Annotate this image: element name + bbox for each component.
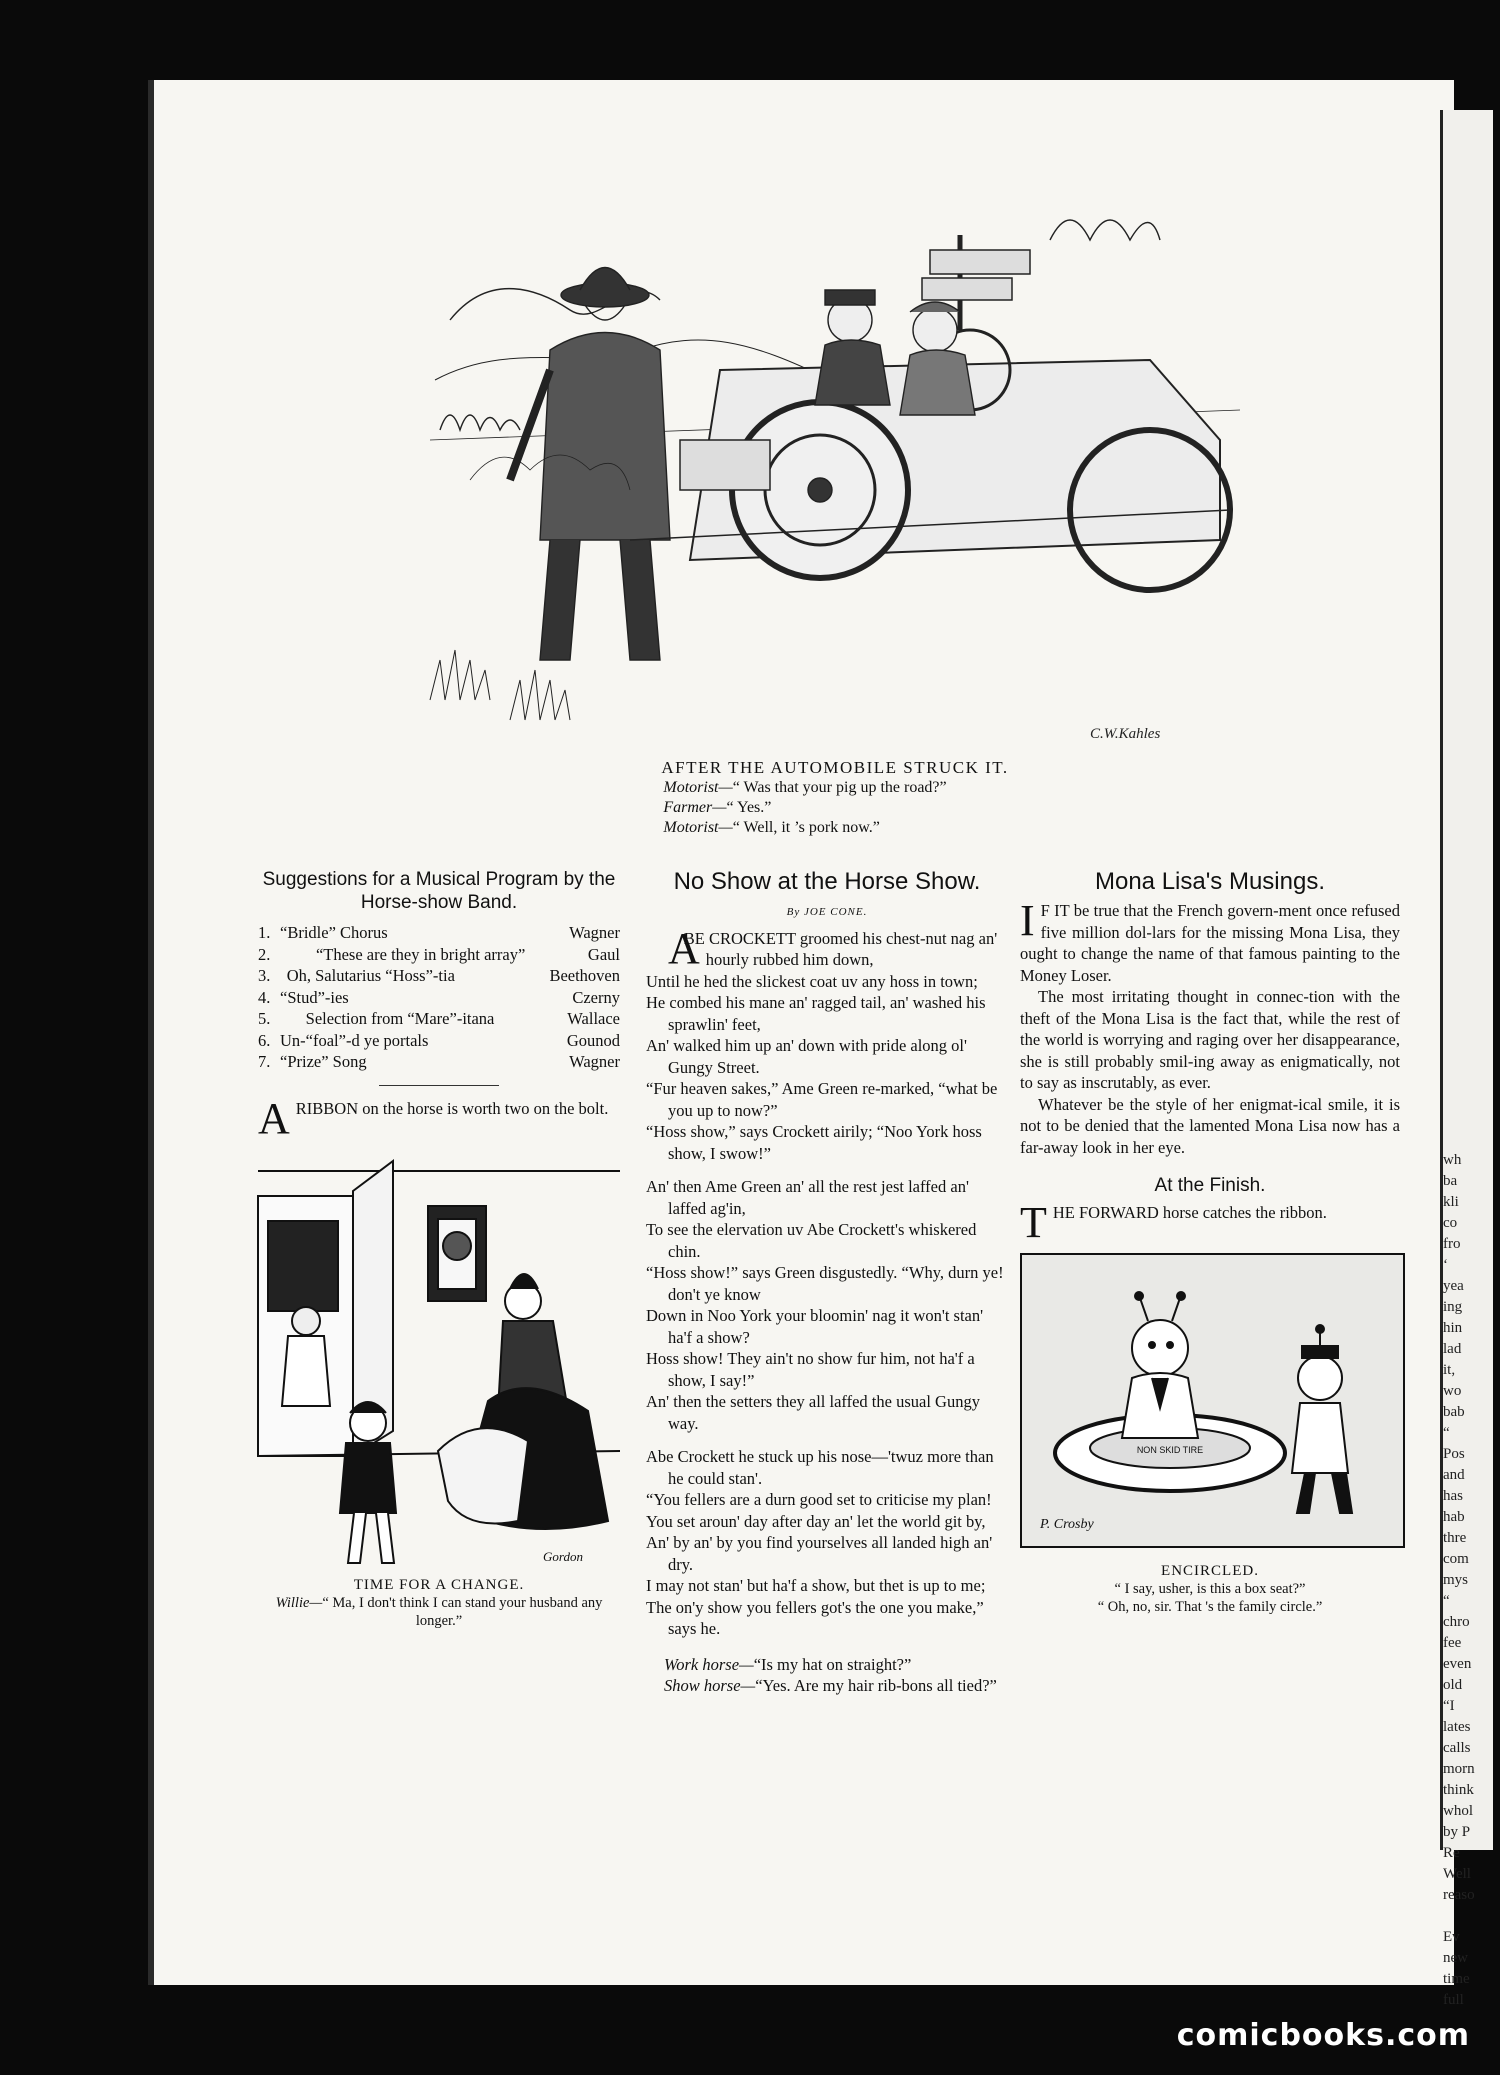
- column-left: [258, 868, 620, 1630]
- poem-line: An' by an' by you find yourselves all landed high an' dry.: [646, 1533, 993, 1574]
- adjacent-page-edge: [1440, 110, 1493, 2008]
- horse-dialogue: [646, 1654, 1008, 1697]
- edge-text-fragment: com: [1443, 1551, 1469, 1567]
- edge-text-fragment: Pos: [1443, 1446, 1465, 1462]
- program-item: 7. “Prize” Song Wagner: [258, 1052, 620, 1071]
- edge-text-fragment: even: [1443, 1656, 1472, 1672]
- edge-text-fragment: lates: [1443, 1719, 1471, 1735]
- drop-cap: A: [258, 1093, 290, 1143]
- poem-line: He combed his mane an' ragged tail, an' washed his sprawlin' feet,: [646, 993, 986, 1034]
- left-cartoon-title: TIME FOR A CHANGE.: [353, 1577, 525, 1593]
- edge-text-fragment: bab: [1443, 1404, 1465, 1420]
- ribbon-joke: ARIBBON on the horse is worth two on the bolt.: [258, 1093, 609, 1143]
- column-right: [1020, 868, 1400, 1616]
- program-list: [258, 922, 620, 1073]
- top-cartoon-signature: C.W.Kahles: [1090, 726, 1161, 742]
- edge-text-fragment: kli: [1443, 1194, 1459, 1210]
- time-for-a-change-caption: TIME FOR A CHANGE. Willie—“ Ma, I don't think I can stand your husband any longer.”: [258, 1576, 620, 1630]
- program-item: 6. Un-“foal”-d ye portals Gounod: [258, 1030, 620, 1050]
- poem-line: An' then the setters they all laffed the usual Gungy way.: [646, 1392, 980, 1433]
- program-item: 2. “These are they in bright array” Gaul: [258, 944, 620, 964]
- caption-line: “ Oh, no, sir. That 's the family circle.”: [1097, 1598, 1323, 1615]
- edge-text-fragment: wo: [1443, 1383, 1462, 1399]
- edge-text-fragment: fro: [1443, 1236, 1461, 1252]
- poem-line: “Fur heaven sakes,” Ame Green re-marked, “what be you up to now?”: [646, 1079, 998, 1120]
- edge-text-fragment: ‘: [1443, 1257, 1448, 1273]
- finish-title: At the Finish.: [1154, 1175, 1266, 1196]
- caption-line: Motorist—“ Well, it ’s pork now.”: [663, 819, 880, 836]
- program-item: 1. “Bridle” Chorus Wagner: [258, 923, 620, 942]
- automobile-cartoon-caption: [430, 758, 1240, 838]
- edge-text-fragment: think: [1443, 1782, 1474, 1798]
- mona-title: Mona Lisa's Musings.: [1094, 868, 1325, 895]
- edge-text-fragment: “I: [1443, 1698, 1455, 1714]
- poem-byline: By JOE CONE.: [786, 906, 868, 918]
- encircled-caption: [1020, 1562, 1400, 1616]
- left-cartoon-signature: Gordon: [543, 1548, 583, 1564]
- stanza: [646, 1446, 1008, 1640]
- edge-text-fragment: Well: [1443, 1866, 1471, 1882]
- edge-text-fragment: lad: [1443, 1341, 1462, 1357]
- stanza: [646, 1176, 1008, 1434]
- edge-text-fragment: has: [1443, 1488, 1463, 1504]
- poem-line: “Hoss show,” says Crockett airily; “Noo York hoss show, I swow!”: [646, 1122, 982, 1163]
- edge-text-fragment: hab: [1443, 1509, 1465, 1525]
- edge-text-fragment: new: [1443, 1950, 1468, 1966]
- edge-text-fragment: thre: [1443, 1530, 1467, 1546]
- time-for-a-change-cartoon: [258, 1151, 620, 1571]
- edge-text-fragment: wh: [1443, 1152, 1462, 1168]
- edge-text-fragment: ba: [1443, 1173, 1458, 1189]
- poem-line: Abe Crockett he stuck up his nose—'twuz more than he could stan'.: [646, 1447, 994, 1488]
- edge-text-fragment: old: [1443, 1677, 1463, 1693]
- mona-paragraph: I F IT be true that the French govern-ment once refused five million dol-lars for the missing Mona Lisa, they ought to change the name of that famous painting to the Money Loser.: [1020, 896, 1400, 985]
- edge-text-fragment: by P: [1443, 1824, 1471, 1840]
- dialogue-line: Work horse—“Is my hat on straight?”: [664, 1654, 912, 1674]
- poem-line: To see the elervation uv Abe Crockett's whiskered chin.: [646, 1220, 977, 1261]
- poem-title: No Show at the Horse Show.: [673, 868, 981, 895]
- edge-text-fragment: full: [1443, 1992, 1464, 2008]
- caption-line: Motorist—“ Was that your pig up the road?”: [663, 779, 947, 796]
- tire-label: NON SKID TIRE: [1136, 1445, 1204, 1455]
- right-cartoon-signature: P. Crosby: [1040, 1517, 1094, 1532]
- poem-line: An' then Ame Green an' all the rest jest laffed an' laffed ag'in,: [646, 1177, 969, 1218]
- poem-line: Until he hed the slickest coat uv any hoss in town;: [646, 971, 978, 991]
- mona-paragraph: Whatever be the style of her enigmat-ical smile, it is not to be denied that the lamented Mona Lisa now has a far-away look in her eye.: [1020, 1094, 1400, 1157]
- edge-text-fragment: yea: [1443, 1278, 1464, 1294]
- poem-line: You set aroun' day after day an' let the world git by,: [646, 1511, 986, 1531]
- poem-line: A BE CROCKETT groomed his chest-nut nag an' hourly rubbed him down,: [668, 923, 998, 973]
- program-item: 3. Oh, Salutarius “Hoss”-tia Beethoven: [258, 966, 620, 985]
- edge-text-fragment: time: [1443, 1971, 1470, 1987]
- right-cartoon-title: ENCIRCLED.: [1161, 1562, 1259, 1579]
- edge-text-fragment: it,: [1443, 1362, 1456, 1378]
- mona-paragraph: The most irritating thought in connec-tion with the theft of the Mona Lisa is the fact that, while the rest of the world is worrying and raging over her disappearance, she is still probably smil-ing away as enigmatically, not to say as inscrutably, as ever.: [1020, 987, 1400, 1092]
- program-item: 5. Selection from “Mare”-itana Wallace: [258, 1009, 620, 1028]
- dialogue-line: Show horse—“Yes. Are my hair rib-bons all tied?”: [664, 1676, 997, 1695]
- edge-text-fragment: Re: [1443, 1845, 1460, 1861]
- edge-text-fragment: chro: [1443, 1614, 1470, 1630]
- edge-text-fragment: and: [1443, 1467, 1465, 1483]
- stanza: [646, 923, 1008, 1165]
- automobile-cartoon-title: AFTER THE AUTOMOBILE STRUCK IT.: [661, 758, 1009, 777]
- program-heading: Suggestions for a Musical Program by the Horse-show Band.: [262, 869, 616, 913]
- edge-text-fragment: calls: [1443, 1740, 1471, 1756]
- poem-line: An' walked him up an' down with pride along ol' Gungy Street.: [646, 1036, 967, 1077]
- divider: [379, 1085, 499, 1086]
- column-middle: [646, 868, 1008, 1697]
- caption-line: Farmer—“ Yes.”: [663, 799, 772, 816]
- automobile-cartoon: [430, 180, 1240, 750]
- edge-text-fragment: “: [1443, 1593, 1450, 1609]
- edge-text-fragment: fee: [1443, 1635, 1462, 1651]
- finish-joke: THE FORWARD horse catches the ribbon.: [1020, 1198, 1327, 1247]
- edge-text-fragment: reaso: [1443, 1887, 1475, 1903]
- edge-text-fragment: morn: [1443, 1761, 1475, 1777]
- edge-text-fragment: [1443, 1906, 1493, 1927]
- edge-text-fragment: ing: [1443, 1299, 1463, 1315]
- edge-text-fragment: whol: [1443, 1803, 1473, 1819]
- poem-line: Hoss show! They ain't no show fur him, not ha'f a show, I say!”: [646, 1349, 975, 1390]
- poem-line: “You fellers are a durn good set to criticise my plan!: [646, 1490, 992, 1509]
- edge-text-fragment: mys: [1443, 1572, 1469, 1588]
- poem-line: I may not stan' but ha'f a show, but thet is up to me;: [646, 1576, 986, 1595]
- poem-line: The on'y show you fellers got's the one you make,” says he.: [646, 1597, 984, 1638]
- poem-line: “Hoss show!” says Green disgustedly. “Why, durn ye! don't ye know: [646, 1263, 1004, 1304]
- edge-text-fragment: hin: [1443, 1320, 1463, 1336]
- edge-text-fragment: co: [1443, 1215, 1458, 1231]
- poem-body: [646, 923, 1008, 1640]
- watermark: comicbooks.com: [1176, 2018, 1470, 2053]
- encircled-cartoon: [1020, 1253, 1405, 1548]
- edge-text-fragment: Ev: [1443, 1929, 1460, 1945]
- caption-line: “ I say, usher, is this a box seat?”: [1114, 1580, 1306, 1597]
- program-item: 4. “Stud”-ies Czerny: [258, 987, 620, 1007]
- edge-text-fragment: “: [1443, 1425, 1450, 1441]
- poem-line: Down in Noo York your bloomin' nag it won't stan' ha'f a show?: [646, 1306, 984, 1347]
